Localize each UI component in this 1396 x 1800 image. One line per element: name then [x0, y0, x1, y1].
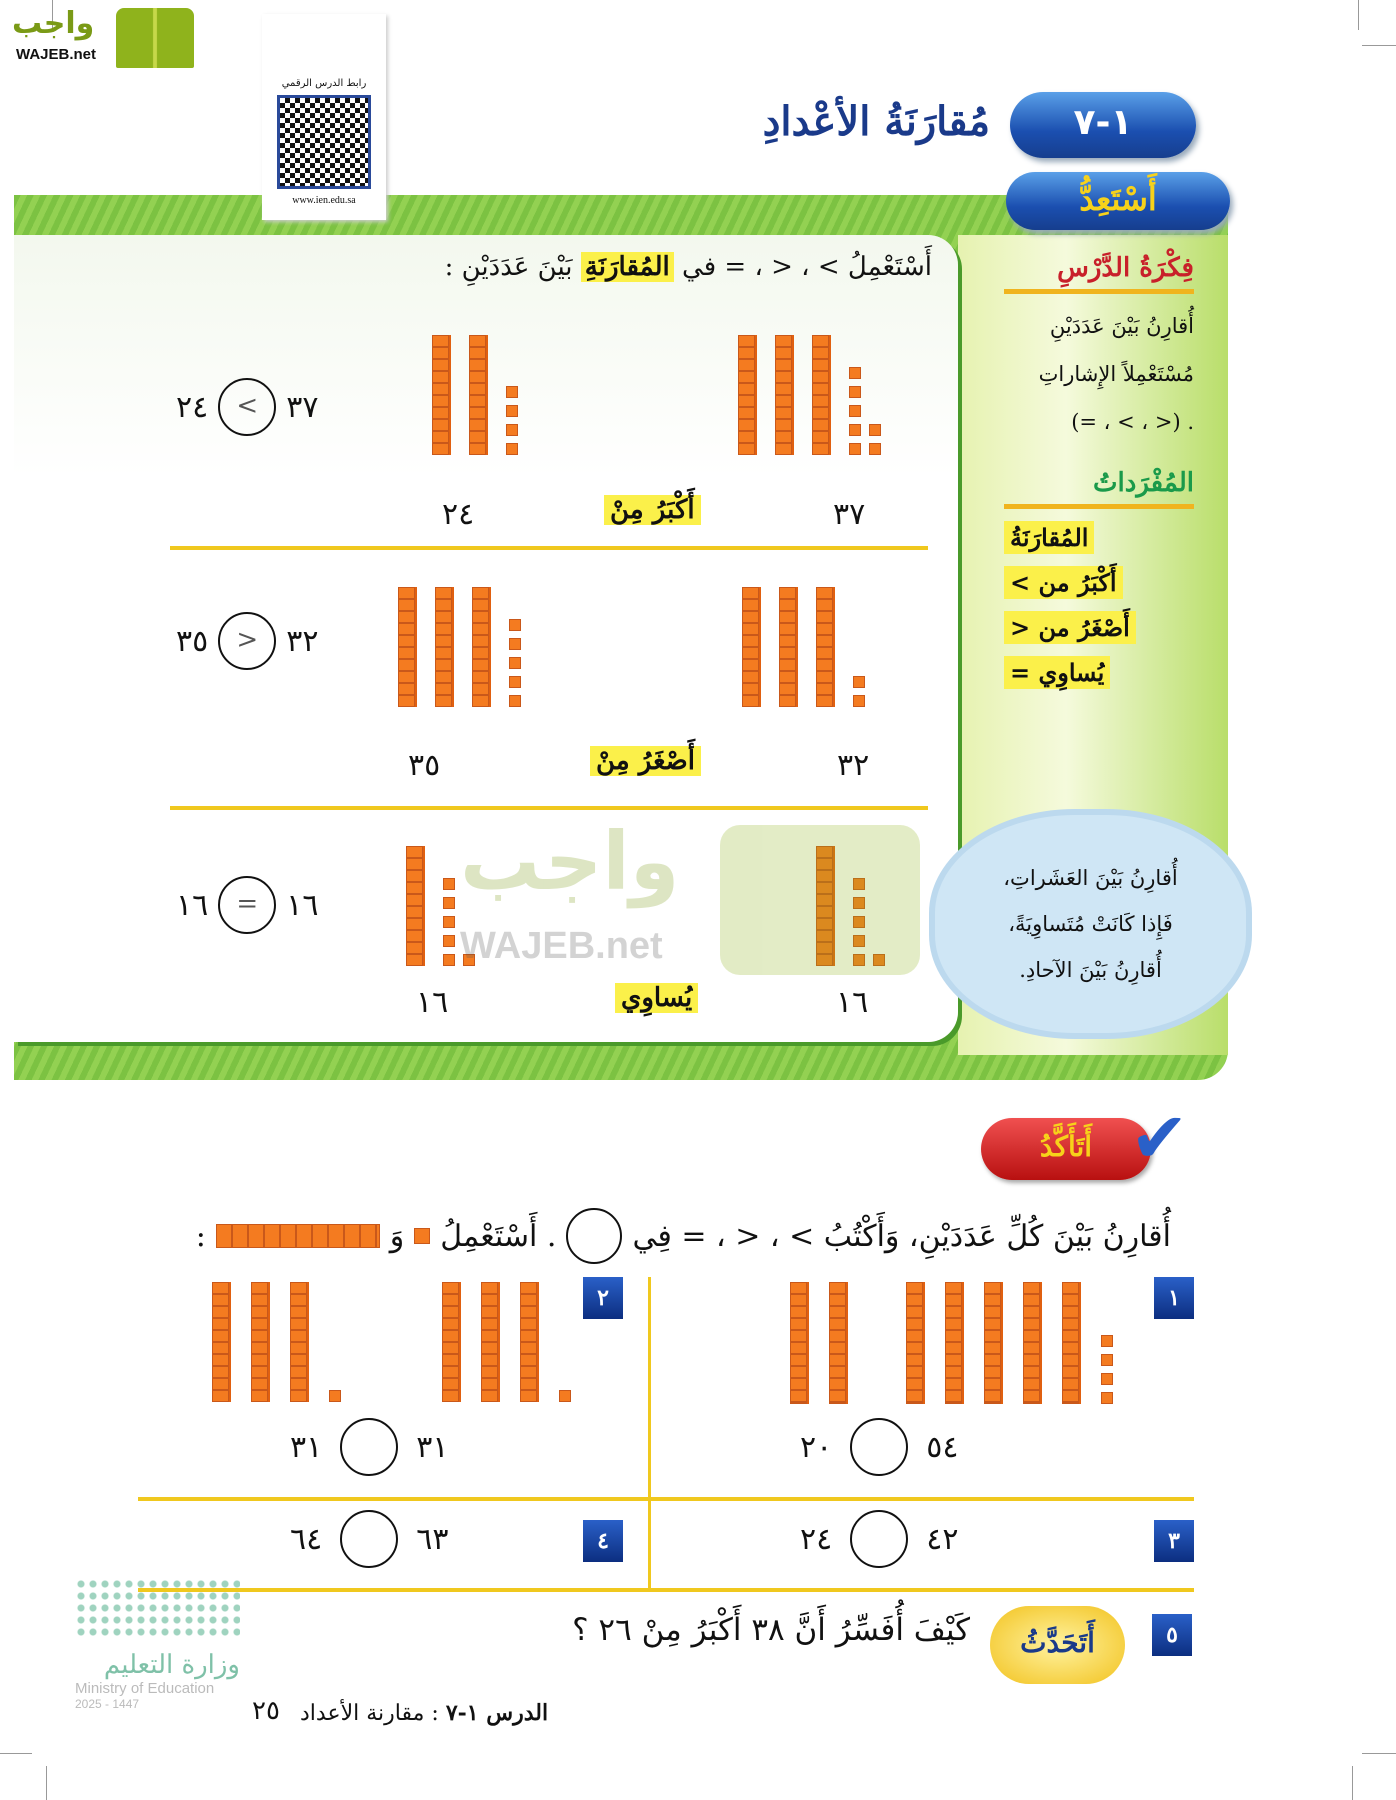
ten-rod	[790, 1282, 807, 1404]
base-ten-blocks	[906, 1282, 1113, 1404]
ministry-english: Ministry of Education	[75, 1680, 215, 1697]
unit-cube	[853, 916, 865, 928]
ones-group	[443, 878, 475, 966]
number-label: ٢٤	[442, 497, 475, 532]
check-instruction	[196, 1208, 1171, 1264]
comparison-symbol: <	[218, 378, 276, 436]
ones-column	[509, 619, 521, 707]
base-ten-blocks	[742, 585, 865, 707]
ten-rod	[984, 1282, 1001, 1404]
grid-divider	[138, 1497, 1194, 1501]
comparison-term: يُساوِي	[615, 983, 698, 1013]
ones-group	[559, 1390, 571, 1402]
unit-cube	[509, 619, 521, 631]
number: ٤٢	[926, 1521, 959, 1557]
vocab-item: المُقارَنَةُ	[1004, 521, 1094, 554]
number-label: ١٦	[416, 985, 449, 1020]
answer-circle[interactable]	[340, 1510, 398, 1568]
ten-rod	[469, 335, 486, 455]
number-label: ٣٢	[837, 748, 870, 783]
ten-rod	[406, 846, 423, 966]
instruction-text: أَسْتَعْمِلُ > ، < ، = في	[682, 252, 932, 282]
ministry-year: 2025 - 1447	[75, 1697, 140, 1711]
ones-column	[873, 954, 885, 966]
footer-title: : مقارنة الأعداد	[300, 1701, 439, 1726]
unit-cube	[509, 676, 521, 688]
exercise-number-badge: ٥	[1152, 1614, 1192, 1656]
ones-column	[853, 878, 865, 966]
comparison-symbol: =	[218, 876, 276, 934]
base-ten-blocks	[432, 333, 518, 455]
ministry-logo	[75, 1578, 240, 1738]
ten-rod	[212, 1282, 229, 1402]
ten-rod	[742, 587, 759, 707]
number: ٣٢	[286, 623, 319, 659]
logo-latin: WAJEB.net	[16, 46, 97, 63]
vocab-item: يُساوِي =	[1004, 656, 1110, 689]
ten-rod	[481, 1282, 498, 1402]
ten-rod	[1023, 1282, 1040, 1404]
unit-cube	[443, 916, 455, 928]
instruction-text: أُقارِنُ بَيْنَ كُلِّ عَدَدَيْنِ، وَأَكْتُبُ > ، < ، = فِي	[632, 1218, 1171, 1254]
comparison-statement	[176, 876, 318, 934]
lesson-number-badge: ١-٧	[1010, 92, 1196, 158]
blank-circle-icon	[566, 1208, 622, 1264]
comparison-blank	[800, 1418, 958, 1476]
ten-rod	[779, 587, 796, 707]
unit-cube	[853, 878, 865, 890]
instruction-text: :	[195, 1218, 206, 1254]
exercise-number-badge: ٢	[583, 1277, 623, 1319]
base-ten-blocks	[790, 1282, 846, 1404]
tip-line: أُقارِنُ بَيْنَ العَشَراتِ،	[1003, 866, 1178, 890]
unit-cube	[443, 954, 455, 966]
ten-rod	[435, 587, 452, 707]
unit-cube	[509, 657, 521, 669]
crop-mark	[1352, 1766, 1353, 1800]
unit-cube	[849, 367, 861, 379]
unit-cube	[1101, 1373, 1113, 1385]
unit-cube	[1101, 1335, 1113, 1347]
unit-cube	[443, 897, 455, 909]
ten-rod	[520, 1282, 537, 1402]
comparison-statement	[176, 378, 318, 436]
number-label: ٣٥	[408, 748, 441, 783]
instruction-text: وَ	[389, 1218, 405, 1254]
unit-cube	[506, 424, 518, 436]
comparison-symbol: >	[218, 612, 276, 670]
unit-cube	[869, 424, 881, 436]
ten-rod	[290, 1282, 307, 1402]
grid-divider	[138, 1588, 1194, 1592]
ready-section-badge: أَسْتَعِدُّ	[1006, 172, 1230, 230]
vocabulary-title: المُفْرَداتُ	[1004, 468, 1194, 509]
tip-line: فَإِذا كَانَتْ مُتَساوِيَةً،	[1008, 912, 1173, 936]
ones-group	[853, 676, 865, 707]
lesson-idea-line: مُسْتَعْمِلاً الإِشاراتِ	[1038, 362, 1194, 386]
base-ten-blocks	[442, 1282, 571, 1402]
crop-mark	[1362, 45, 1396, 46]
wajeb-watermark: واجب WAJEB.net	[440, 825, 940, 975]
ten-rod	[442, 1282, 459, 1402]
number: ٣١	[290, 1429, 323, 1465]
comparison-blank	[800, 1510, 958, 1568]
base-ten-blocks	[738, 333, 881, 455]
number: ٣٧	[286, 389, 319, 425]
answer-circle[interactable]	[850, 1418, 908, 1476]
ready-instruction	[445, 252, 932, 282]
ones-column	[506, 386, 518, 455]
unit-cube	[329, 1390, 341, 1402]
ten-rod	[432, 335, 449, 455]
ones-column	[329, 1390, 341, 1402]
ten-rod	[816, 587, 833, 707]
ones-column	[559, 1390, 571, 1402]
unit-cube	[849, 405, 861, 417]
unit-cube	[853, 695, 865, 707]
row-divider	[170, 546, 928, 550]
unit-cube	[506, 386, 518, 398]
unit-cube-icon	[414, 1228, 430, 1244]
number: ٢٤	[800, 1521, 833, 1557]
crop-mark	[1358, 0, 1359, 30]
instruction-highlight: المُقارَنَةِ	[581, 252, 674, 282]
unit-cube	[873, 954, 885, 966]
ten-rod	[738, 335, 755, 455]
answer-circle[interactable]	[850, 1510, 908, 1568]
ten-rod	[812, 335, 829, 455]
qr-url[interactable]: www.ien.edu.sa	[292, 195, 356, 206]
unit-cube	[506, 443, 518, 455]
ten-rod-icon	[216, 1224, 380, 1248]
vocab-item: أَكْبَرُ من >	[1004, 566, 1123, 599]
exercise-number-badge: ٣	[1154, 1520, 1194, 1562]
comparison-term: أَكْبَرُ مِنْ	[604, 495, 701, 525]
comparison-blank	[290, 1510, 448, 1568]
ten-rod	[945, 1282, 962, 1404]
lesson-title: مُقارَنَةُ الأعْدادِ	[762, 98, 990, 145]
logo-arabic: واجب	[12, 6, 95, 41]
ten-rod	[829, 1282, 846, 1404]
ones-column	[443, 878, 455, 966]
lesson-idea-line: . (< ، > ، =)	[1071, 410, 1194, 434]
unit-cube	[509, 695, 521, 707]
base-ten-blocks	[816, 844, 885, 966]
unit-cube	[849, 443, 861, 455]
comparison-term: أَصْغَرُ مِنْ	[590, 746, 701, 776]
ones-group	[853, 878, 885, 966]
unit-cube	[849, 424, 861, 436]
check-section-badge: أَتَأَكَّدُ	[981, 1118, 1151, 1180]
comparison-statement	[176, 612, 318, 670]
unit-cube	[506, 405, 518, 417]
ten-rod	[1062, 1282, 1079, 1404]
number: ٣١	[416, 1429, 449, 1465]
lesson-idea-line: أُقارِنُ بَيْنَ عَدَدَيْنِ	[1049, 314, 1194, 338]
ones-column	[869, 424, 881, 455]
qr-caption: رابط الدرس الرقمي	[281, 78, 367, 89]
ten-rod	[472, 587, 489, 707]
ones-group	[849, 367, 881, 455]
unit-cube	[1101, 1392, 1113, 1404]
crop-mark	[0, 1753, 32, 1754]
comparison-blank	[290, 1418, 448, 1476]
number-label: ١٦	[836, 985, 869, 1020]
number-label: ٣٧	[833, 497, 866, 532]
footer-lesson: الدرس ١-٧	[445, 1700, 549, 1726]
ones-group	[506, 386, 518, 455]
base-ten-blocks	[212, 1282, 341, 1402]
instruction-text: . أَسْتَعْمِلُ	[440, 1218, 557, 1254]
ten-rod	[398, 587, 415, 707]
talk-question: كَيْفَ أُفَسِّرُ أَنَّ ٣٨ أَكْبَرُ مِنْ ٢٦ ؟	[572, 1612, 970, 1648]
unit-cube	[869, 443, 881, 455]
row-divider	[170, 806, 928, 810]
unit-cube	[1101, 1354, 1113, 1366]
ones-column	[853, 676, 865, 707]
exercise-number-badge: ١	[1154, 1277, 1194, 1319]
ten-rod	[906, 1282, 923, 1404]
unit-cube	[559, 1390, 571, 1402]
qr-code-icon[interactable]	[277, 95, 371, 189]
base-ten-blocks	[406, 844, 475, 966]
unit-cube	[849, 386, 861, 398]
number: ١٦	[286, 887, 319, 923]
number: ٥٤	[926, 1429, 959, 1465]
qr-card[interactable]	[262, 14, 386, 220]
lesson-idea-title: فِكْرَةُ الدَّرْسِ	[1004, 253, 1194, 294]
unit-cube	[853, 676, 865, 688]
number: ٢٤	[176, 389, 209, 425]
ten-rod	[251, 1282, 268, 1402]
talk-section-badge: أَتَحَدَّثُ	[990, 1606, 1125, 1684]
crop-mark	[46, 1766, 47, 1800]
ones-column	[849, 367, 861, 455]
instruction-text: بَيْنَ عَدَدَيْنِ :	[444, 252, 573, 282]
ones-column	[1101, 1335, 1113, 1404]
checkmark-icon: ✔	[1130, 1097, 1189, 1179]
page-footer	[300, 1700, 548, 1726]
ones-group	[329, 1390, 341, 1402]
unit-cube	[853, 954, 865, 966]
unit-cube	[853, 897, 865, 909]
number: ١٦	[176, 887, 209, 923]
ministry-arabic: وزارة التعليم	[103, 1650, 240, 1680]
crop-mark	[1362, 1753, 1396, 1754]
unit-cube	[443, 935, 455, 947]
page-number: ٢٥	[252, 1696, 280, 1726]
ones-column	[463, 954, 475, 966]
unit-cube	[463, 954, 475, 966]
book-icon	[116, 8, 194, 68]
ten-rod	[816, 846, 833, 966]
exercise-number-badge: ٤	[583, 1520, 623, 1562]
number: ٢٠	[800, 1429, 833, 1465]
wajeb-logo[interactable]	[8, 6, 193, 70]
tip-line: أُقارِنُ بَيْنَ الآحادِ.	[1019, 958, 1162, 982]
unit-cube	[443, 878, 455, 890]
number: ٦٣	[416, 1521, 449, 1557]
number: ٦٤	[290, 1521, 323, 1557]
tip-cloud	[935, 815, 1246, 1033]
ones-group	[1101, 1335, 1113, 1404]
answer-circle[interactable]	[340, 1418, 398, 1476]
ten-rod	[775, 335, 792, 455]
vocab-item: أَصْغَرُ من <	[1004, 611, 1136, 644]
unit-cube	[509, 638, 521, 650]
base-ten-blocks	[398, 585, 521, 707]
grid-divider	[648, 1277, 651, 1590]
unit-cube	[853, 935, 865, 947]
number: ٣٥	[176, 623, 209, 659]
ones-group	[509, 619, 521, 707]
